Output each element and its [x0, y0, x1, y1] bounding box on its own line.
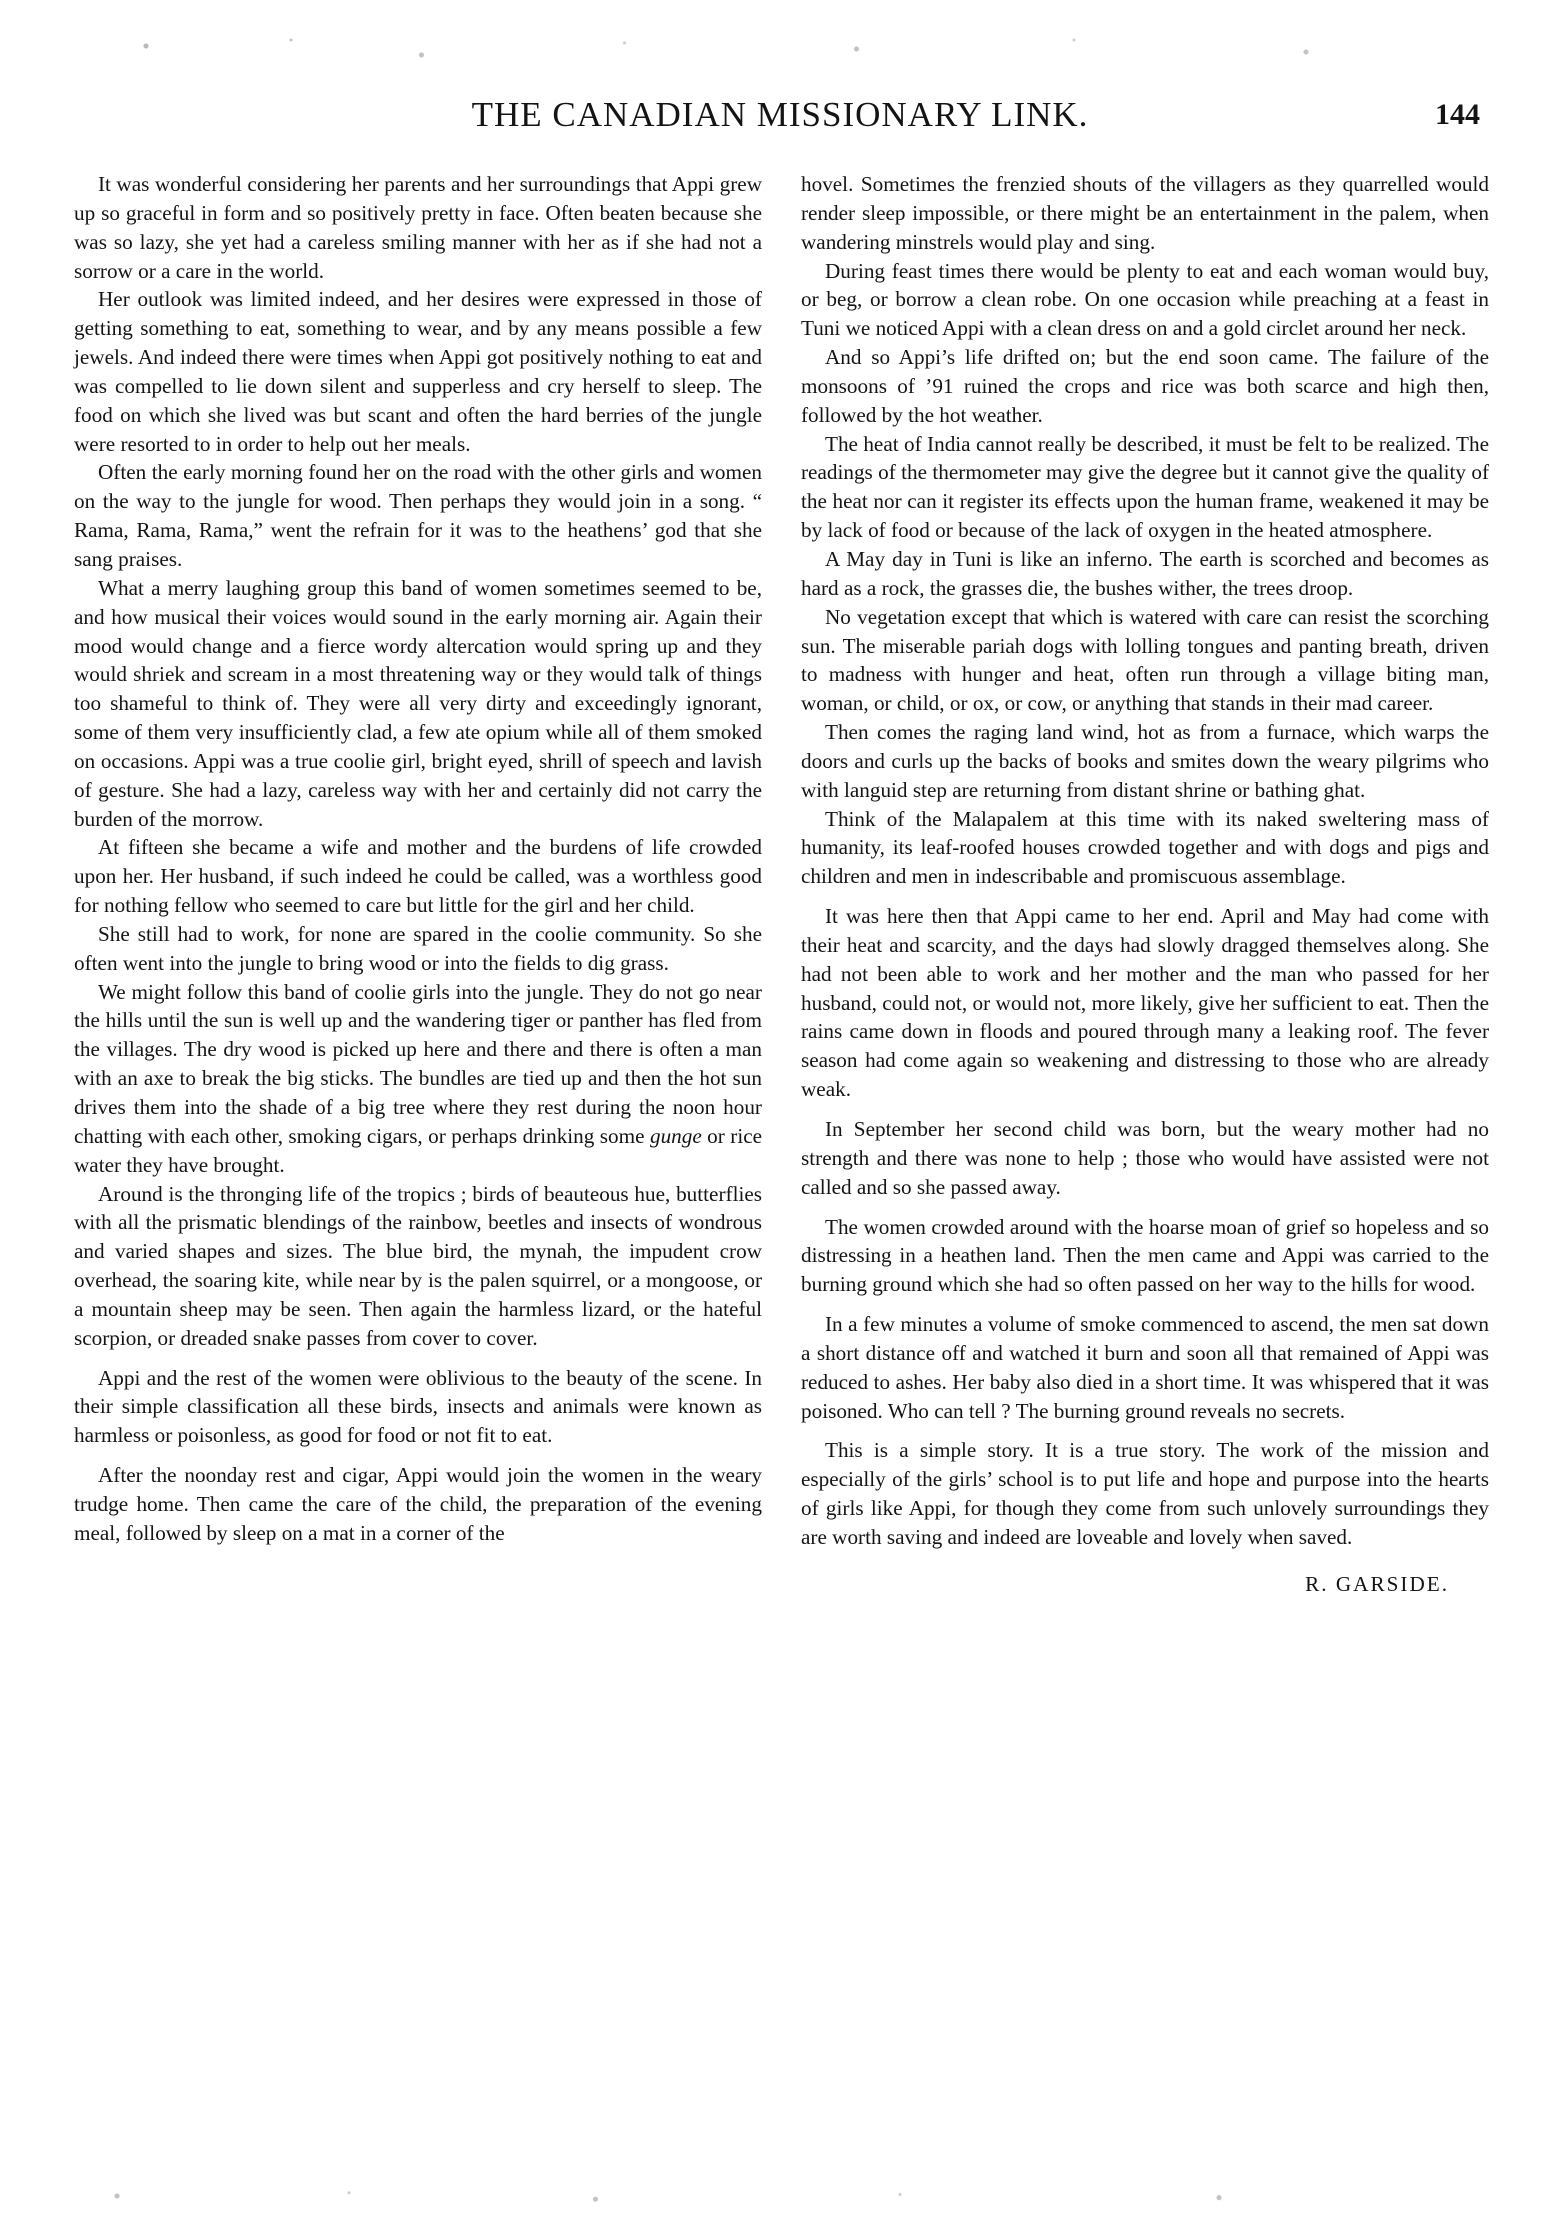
paragraph: It was wonderful considering her parents and her surroundings that Appi grew up so graceful in form and so positively pretty in face. Often beaten because she was so lazy, she yet had a careless smiling manner with her as if she had not a sorrow or a care in the world. — [74, 172, 762, 283]
paragraph: hovel. Sometimes the frenzied shouts of the villagers as they quarrelled would render sleep impossible, or there might be an entertainment in the palem, when wandering minstrels would play and sing. — [801, 172, 1489, 254]
paragraph: This is a simple story. It is a true story. The work of the mission and especially of the girls’ school is to put life and hope and purpose into the hearts of girls like Appi, for though they come from such unlovely surroundings they are worth saving and indeed are loveable and lovely when saved. — [801, 1438, 1489, 1549]
print-speckle-bottom — [30, 2180, 1480, 2212]
paragraph-text: We might follow this band of coolie girls into the jungle. They do not go near the hills until the sun is well up and the wandering tiger or panther has fled from the villages. The dry wood is picked up here and there and there is often a man with an axe to break the big sticks. The bundles are tied up and then the hot sun drives them into the shade of a big tree where they rest during the noon hour chatting with each other, smoking cigars, or perhaps drinking some — [74, 979, 762, 1148]
paragraph-text: or rice water they have brought. — [74, 1123, 763, 1177]
publication-title: THE CANADIAN MISSIONARY LINK. — [471, 95, 1089, 134]
paragraph: At fifteen she became a wife and mother and the burdens of life crowded upon her. Her husband, if such indeed he could be called, was a worthless good for nothing fellow who seemed to care but little for the girl and her child. — [74, 835, 762, 918]
paragraph: Appi and the rest of the women were oblivious to the beauty of the scene. In their simple classification all these birds, insects and animals were known as harmless or poisonless, as good for food or not fit to eat. — [74, 1365, 762, 1448]
paragraph: During feast times there would be plenty to eat and each woman would buy, or beg, or borrow a clean robe. On one occasion while preaching at a feast in Tuni we noticed Appi with a clean dress on and a gold circlet around her neck. — [801, 258, 1489, 341]
article-left-column — [74, 170, 762, 1548]
paragraph: It was here then that Appi came to her end. April and May had come with their heat and scarcity, and the days had slowly dragged themselves along. She had not been able to work and her mother and the man who passed for her husband, could not, or would not, more likely, give her sufficient to eat. Then the rains came down in floods and poured through many a leaking roof. The fever season had come again so weakening and distressing to those who are already weak. — [801, 904, 1489, 1102]
paragraph-with-italic — [74, 978, 762, 1180]
paragraph: And so Appi’s life drifted on; but the end soon came. The failure of the monsoons of ’91 ruined the crops and rice was both scarce and high then, followed by the hot weather. — [801, 345, 1489, 427]
page-header — [60, 90, 1500, 140]
paragraph: In a few minutes a volume of smoke commenced to ascend, the men sat down a short distance off and watched it burn and soon all that remained of Appi was reduced to ashes. Her baby also died in a short time. It was whispered that it was poisoned. Who can tell ? The burning ground reveals no secrets. — [801, 1312, 1489, 1423]
article-right-column — [801, 170, 1489, 1599]
paragraph: The heat of India cannot really be described, it must be felt to be realized. The readings of the thermometer may give the degree but it cannot give the quality of the heat nor can it register its effects upon the human frame, weakened it may be by lack of food or because of the lack of oxygen in the heated atmosphere. — [801, 431, 1489, 543]
paragraph: What a merry laughing group this band of women sometimes seemed to be, and how musical their voices would sound in the early morning air. Again their mood would change and a fierce wordy altercation would spring up and they would shriek and scream in a most threatening way or they would talk of things too shameful to think of. They were all very dirty and exceedingly ignorant, some of them very insufficiently clad, a few ate opium while all of them smoked on occasions. Appi was a true coolie girl, bright eyed, shrill of speech and lavish of gesture. She had a lazy, careless way with her and certainly did not carry the burden of the morrow. — [74, 575, 762, 831]
paragraph: Often the early morning found her on the road with the other girls and women on the way to the jungle for wood. Then perhaps they would join in a song. “ Rama, Rama, Rama,” went the refrain for it was to the heathens’ god that she sang praises. — [74, 460, 762, 571]
paragraph: Then comes the raging land wind, hot as from a furnace, which warps the doors and curls up the backs of books and smites down the weary pilgrims who with languid step are returning from distant shrine or bathing ghat. — [801, 720, 1489, 802]
paragraph: Her outlook was limited indeed, and her desires were expressed in those of getting something to eat, something to wear, and by any means possible a few jewels. And indeed there were times when Appi got positively nothing to eat and was compelled to lie down silent and supperless and cry herself to sleep. The food on which she lived was but scant and often the hard berries of the jungle were resorted to in order to help out her meals. — [74, 287, 762, 456]
paragraph: The women crowded around with the hoarse moan of grief so hopeless and so distressing in a heathen land. Then the men came and Appi was carried to the burning ground which she had so often passed on her way to the hills for wood. — [801, 1214, 1489, 1297]
page-number: 144 — [1435, 98, 1480, 131]
paragraph: No vegetation except that which is watered with care can resist the scorching sun. The miserable pariah dogs with lolling tongues and panting breath, driven to madness with hunger and heat, often run through a village biting man, woman, or child, or ox, or cow, or anything that stands in their mad career. — [801, 604, 1489, 716]
paragraph: In September her second child was born, but the weary mother had no strength and there was none to help ; those who would have assisted were not called and so she passed away. — [801, 1117, 1489, 1199]
paragraph: After the noonday rest and cigar, Appi would join the women in the weary trudge home. Then came the care of the child, the preparation of the evening meal, followed by sleep on a mat in a corner of the — [74, 1463, 762, 1545]
italic-word: gunge — [649, 1123, 702, 1148]
paragraph: A May day in Tuni is like an inferno. The earth is scorched and becomes as hard as a rock, the grasses die, the bushes wither, the trees droop. — [801, 546, 1489, 600]
paragraph: Think of the Malapalem at this time with its naked sweltering mass of humanity, its leaf-roofed houses crowded together and with dogs and pigs and children and men in indescribable and promiscuous assemblage. — [801, 806, 1489, 889]
print-speckle-top — [30, 22, 1480, 82]
paragraph: Around is the thronging life of the tropics ; birds of beauteous hue, butterflies with all the prismatic blendings of the rainbow, beetles and insects of wondrous and varied shapes and sizes. The blue bird, the mynah, the impudent crow overhead, the soaring kite, while near by is the palen squirrel, or a mongoose, or a mountain sheep may be seen. Then again the harmless lizard, or the hateful scorpion, or dreaded snake passes from cover to cover. — [74, 1181, 762, 1350]
paragraph: She still had to work, for none are spared in the coolie community. So she often went into the jungle to bring wood or into the fields to dig grass. — [74, 921, 762, 975]
author-signature: R. GARSIDE. — [1305, 1571, 1449, 1596]
